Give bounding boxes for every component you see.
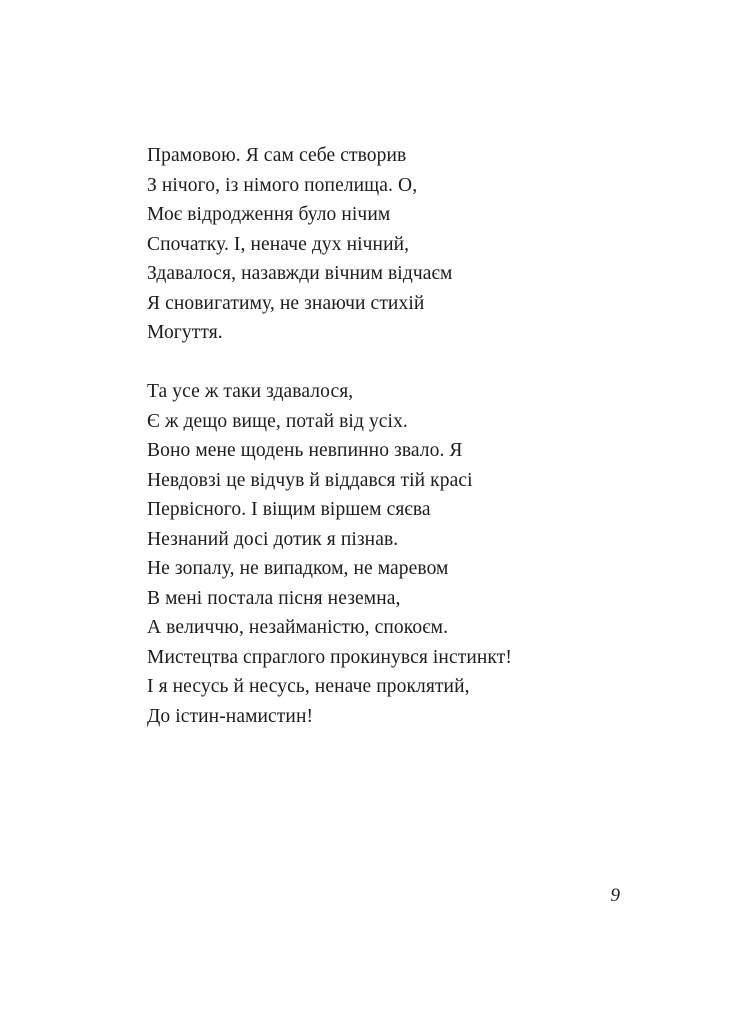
poem-line: І я несусь й несусь, неначе проклятий,: [147, 676, 470, 697]
poem-line: Первісного. І віщим віршем сяєва: [147, 499, 431, 520]
poem-line: Мистецтва спраглого прокинувся інстинкт!: [147, 646, 512, 668]
poem-line: Я сновигатиму, не знаючи стихій: [147, 292, 425, 314]
poem-line: Прамовою. Я сам себе створив: [147, 145, 407, 166]
poem-line: Воно мене щодень невпинно звало. Я: [147, 440, 463, 461]
poem-line: Є ж дещо вище, потай від усіх.: [147, 410, 408, 432]
poem-line: Могуття.: [147, 322, 223, 343]
page-number: 9: [610, 885, 620, 906]
poem-line: Спочатку. І, неначе дух нічний,: [147, 233, 410, 255]
poem-line: Здавалося, назавжди вічним відчаєм: [147, 263, 453, 284]
poem-line: А величчю, незайманістю, спокоєм.: [147, 617, 449, 638]
poem-line: Не зопалу, не випадком, не маревом: [147, 558, 449, 579]
poem-line: Незнаний досі дотик я пізнав.: [147, 528, 399, 550]
poem-line: В мені постала пісня неземна,: [147, 587, 401, 609]
poem: [147, 141, 707, 731]
poem-line: Моє відродження було нічим: [147, 204, 391, 225]
stanza-2: [147, 377, 707, 731]
poem-line: З нічого, із німого попелища. О,: [147, 174, 418, 196]
stanza-1: [147, 141, 707, 348]
poem-line: Та усе ж таки здавалося,: [147, 381, 354, 402]
poem-line: Невдовзі це відчув й віддався тій красі: [147, 469, 473, 491]
poem-line: До істин-намистин!: [147, 705, 314, 727]
